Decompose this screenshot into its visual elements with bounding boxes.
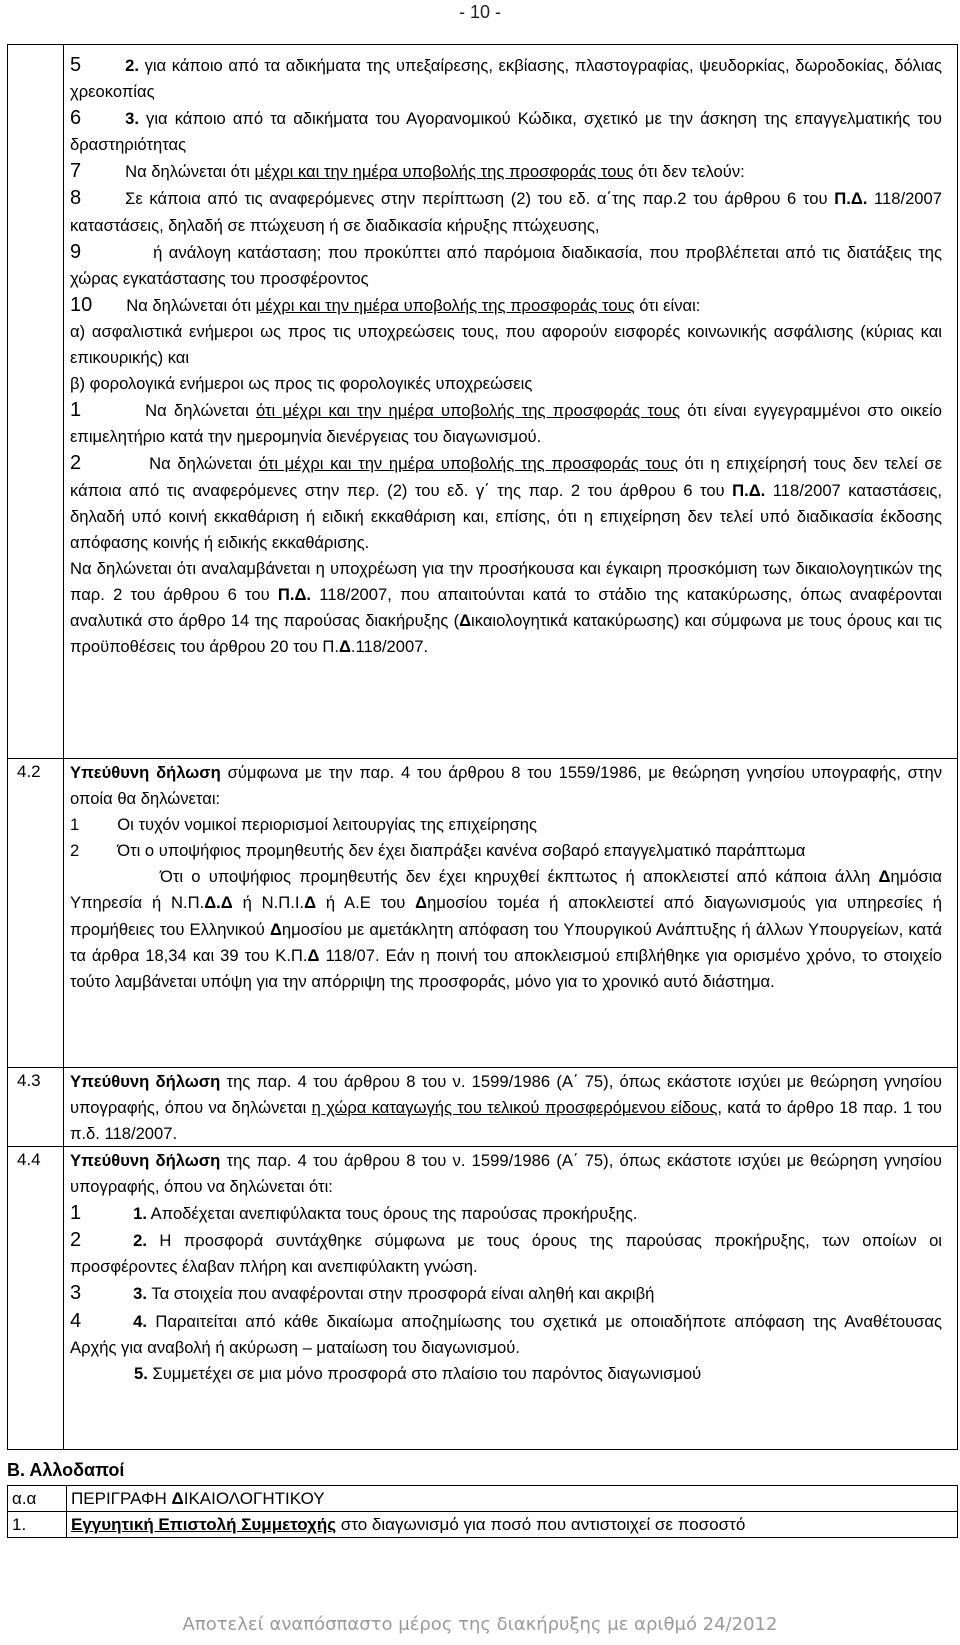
table-column-divider	[63, 44, 64, 1450]
header-col-aa: α.α	[8, 1486, 67, 1512]
row-label-4-4: 4.4	[17, 1150, 41, 1169]
row-divider-42	[7, 758, 958, 759]
paragraph-5: 5 2. για κάποιο από τα αδικήματα της υπεξαίρεσης, εκβίασης, πλαστογραφίας, ψευδορκίας, δωροδοκίας, δόλιας χρεοκοπίας	[70, 54, 942, 102]
page-number: - 10 -	[458, 2, 501, 22]
declaration-4-4-intro: Υπεύθυνη δήλωση της παρ. 4 του άρθρου 8 του ν. 1599/1986 (Α΄ 75), όπως εκάστοτε ισχύει με θεώρηση γνησίου υπογραφής, όπου να δηλώνεται ότι:	[70, 1151, 943, 1197]
block-4-4-content	[70, 1148, 942, 1387]
header-col-description: ΠΕΡΙΓΡΑΦΗ ΔΙΚΑΙΟΛΟΓΗΤΙΚΟΥ	[67, 1486, 958, 1512]
paragraph-7: 7 Να δηλώνεται ότι μέχρι και την ημέρα υποβολής της προσφοράς τους ότι δεν τελούν:	[70, 160, 745, 183]
declaration-4-2-intro: Υπεύθυνη δήλωση σύμφωνα με την παρ. 4 του άρθρου 8 του 1559/1986, με θεώρηση γνησίου υπογραφής, στην οποία θα δηλώνεται:	[70, 763, 943, 809]
declaration-4-4-item-3: 3 3. Τα στοιχεία που αναφέρονται στην προσφορά είναι αληθή και ακριβή	[70, 1282, 655, 1305]
row-label-4-2: 4.2	[17, 762, 41, 781]
paragraph-9: 9 ή ανάλογη κατάσταση; που προκύπτει από παρόμοια διαδικασία, που προβλέπεται από τις διατάξεις της χώρας εγκατάστασης του προσφέροντος	[70, 240, 942, 288]
row-divider-43	[7, 1067, 958, 1068]
paragraph-12: 2 Να δηλώνεται ότι μέχρι και την ημέρα υποβολής της προσφοράς τους ότι η επιχείρησή τους δεν τελεί σε κάποια από τις αναφερόμενες στην περ. (2) του εδ. γ΄ της παρ. 2 του άρθρου 6 του Π.Δ. 118/2007 καταστάσεις, δηλαδή υπό κοινή εκκαθάριση ή ειδική εκκαθάριση και, επίσης, ότι η επιχείρηση δεν τελεί υπό διαδικασία έκδοσης απόφασης κοινής ή ειδικής εκκαθάρισης.	[70, 452, 942, 552]
declaration-4-3: Υπεύθυνη δήλωση της παρ. 4 του άρθρου 8 του ν. 1599/1986 (Α΄ 75), όπως εκάστοτε ισχύει με θεώρηση γνησίου υπογραφής, όπου να δηλώνεται η χώρα καταγωγής του τελικού προσφερόμενου είδους, κατά το άρθρο 18 παρ. 1 του π.δ. 118/2007.	[70, 1072, 943, 1144]
row-description: Εγγυητική Επιστολή Συμμετοχής στο διαγωνισμό για ποσό που αντιστοιχεί σε ποσοστό	[67, 1512, 958, 1538]
footer-note: Αποτελεί αναπόσπαστο μέρος της διακήρυξης με αριθμό 24/2012	[182, 1614, 778, 1635]
paragraph-13: Να δηλώνεται ότι αναλαμβάνεται η υποχρέωση για την προσήκουσα και έγκαιρη προσκόμιση των δικαιολογητικών της παρ. 2 του άρθρου 6 του Π.Δ. 118/2007, που απαιτούνται κατά το στάδιο της κατακύρωσης, όπως αναφέρονται αναλυτικά στο άρθρο 14 της παρούσας διακήρυξης (Δικαιολογητικά κατακύρωσης) και σύμφωνα με τους όρους και τις προϋποθέσεις του άρθρου 20 του Π.Δ.118/2007.	[70, 558, 942, 657]
table-border-right	[957, 44, 958, 1450]
block-4-2-content	[70, 760, 942, 995]
declaration-4-4-item-5: 5. Συμμετέχει σε μια μόνο προσφορά στο πλαίσιο του παρόντος διαγωνισμού	[134, 1363, 702, 1383]
declaration-4-2-item-3: Ότι ο υποψήφιος προμηθευτής δεν έχει κηρυχθεί έκπτωτος ή αποκλειστεί από κάποια άλλη Δημόσια Υπηρεσία ή Ν.Π.Δ.Δ ή Ν.Π.Ι.Δ ή Α.Ε του Δημοσίου τομέα ή αποκλειστεί από διαγωνισμούς για υπηρεσίες ή προμήθειες του Ελληνικού Δημοσίου με αμετάκλητη απόφαση του Υπουργικού Ανάπτυξης ή άλλων Υπουργείων, κατά τα άρθρα 18,34 και 39 του Κ.Π.Δ 118/07. Εάν η ποινή του αποκλεισμού επιβλήθηκε για ορισμένο χρόνο, το στοιχείο τούτο λαμβάνεται υπόψη για την απόρριψη της προσφοράς, μόνο για το χρονικό αυτό διάστημα.	[70, 867, 942, 991]
row-label-4-3: 4.3	[17, 1071, 41, 1090]
block-1-content	[70, 52, 942, 660]
paragraph-10-a: α) ασφαλιστικά ενήμεροι ως προς τις υποχρεώσεις τους, που αφορούν εισφορές κοινωνικής ασφάλισης (κύριας και επικουρικής) και	[70, 321, 942, 368]
declaration-4-4-item-2: 2 2. Η προσφορά συντάχθηκε σύμφωνα με τους όρους της παρούσας προκήρυξης, των οποίων οι προσφέροντες έλαβαν πλήρη και ανεπιφύλακτη γνώση.	[70, 1229, 942, 1277]
paragraph-10-b: β) φορολογικά ενήμεροι ως προς τις φορολογικές υποχρεώσεις	[70, 374, 533, 394]
foreign-documents-table	[7, 1485, 958, 1538]
declaration-4-2-item-1: 1 Οι τυχόν νομικοί περιορισμοί λειτουργίας της επιχείρησης	[70, 815, 537, 835]
row-number: 1.	[8, 1512, 67, 1538]
table-border-left	[7, 44, 8, 1450]
paragraph-10: 10 Να δηλώνεται ότι μέχρι και την ημέρα υποβολής της προσφοράς τους ότι είναι:	[70, 293, 701, 316]
declaration-4-2-item-2: 2 Ότι ο υποψήφιος προμηθευτής δεν έχει διαπράξει κανένα σοβαρό επαγγελματικό παράπτωμα	[70, 841, 806, 861]
table-header-row	[8, 1486, 958, 1512]
section-b-heading: Β. Αλλοδαποί	[7, 1460, 125, 1480]
paragraph-6: 6 3. για κάποιο από τα αδικήματα του Αγορανομικού Κώδικα, σχετικό με την άσκηση της επαγγελματικής του δραστηριότητας	[70, 107, 942, 155]
table-row	[8, 1512, 958, 1538]
declaration-4-4-item-1: 1 1. Αποδέχεται ανεπιφύλακτα τους όρους της παρούσας προκήρυξης.	[70, 1202, 638, 1225]
paragraph-11: 1 Να δηλώνεται ότι μέχρι και την ημέρα υποβολής της προσφοράς τους ότι είναι εγγεγραμμένοι στο οικείο επιμελητήριο κατά την ημερομηνία διενέργειας του διαγωνισμού.	[70, 399, 942, 447]
paragraph-8: 8 Σε κάποια από τις αναφερόμενες στην περίπτωση (2) του εδ. α΄της παρ.2 του άρθρου 6 του Π.Δ. 118/2007 καταστάσεις, δηλαδή σε πτώχευση ή σε διαδικασία κήρυξης πτώχευσης,	[70, 187, 942, 235]
block-4-3-content	[70, 1069, 942, 1147]
declaration-4-4-item-4: 4 4. Παραιτείται από κάθε δικαίωμα αποζημίωσης του σχετικά με οποιαδήποτε απόφαση της Αναθέτουσας Αρχής για αναβολή ή ακύρωση – ματαίωση του διαγωνισμού.	[70, 1309, 942, 1357]
